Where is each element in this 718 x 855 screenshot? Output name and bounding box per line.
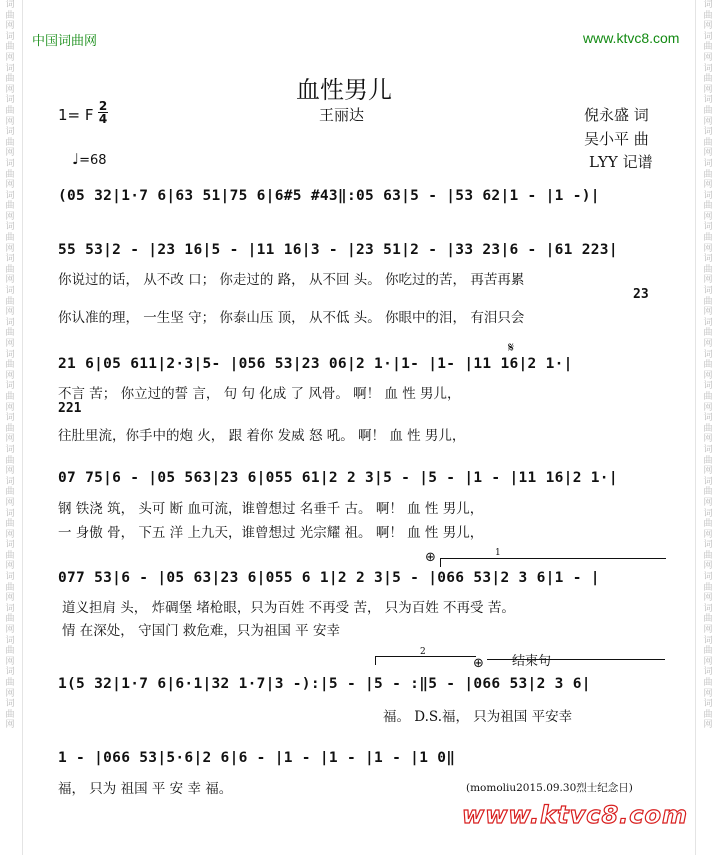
ktvc8-watermark-logo: www.ktvc8.com: [462, 801, 688, 829]
quarter-note-icon: ♩: [72, 150, 80, 168]
composer-credit: 吴小平 曲: [584, 130, 649, 148]
left-side-watermark: 词曲网词曲网词曲网词曲网词曲网词曲网词曲网词曲网词曲网词曲网词曲网词曲网词曲网词曲网词曲网词曲网词曲网词曲网词曲网词曲网词曲网词曲网词曲网: [5, 0, 15, 731]
lyric-line-4-verse-1: 钢 铁浇 筑， 头可 断 血可流，谁曾想过 名垂千 古。 啊！ 血 性 男儿，: [58, 501, 484, 517]
time-signature: [98, 100, 108, 125]
alt-notes-line-3: 221: [58, 401, 82, 416]
lyric-line-5-verse-2: 情 在深处， 守国门 救危难，只为祖国 平 安幸: [62, 623, 340, 639]
right-side-watermark: 词曲网词曲网词曲网词曲网词曲网词曲网词曲网词曲网词曲网词曲网词曲网词曲网词曲网词曲网词曲网词曲网词曲网词曲网词曲网词曲网词曲网词曲网词曲网: [703, 0, 713, 731]
lyric-line-2-verse-1: 你说过的话， 从不改 口； 你走过的 路， 从不回 头。 你吃过的苦， 再苦再累: [58, 272, 525, 288]
tempo-value: =68: [79, 153, 107, 168]
key-signature: 1= F: [58, 106, 94, 124]
site-url-link[interactable]: www.ktvc8.com: [583, 30, 680, 46]
lyric-line-7: 福， 只为 祖国 平 安 幸 福。: [58, 781, 233, 797]
score-line-1: (05 32|1·7 6|63 51|75 6|6#5 #43‖:05 63|5 - |53 62|1 - |1 -)|: [58, 188, 600, 204]
score-line-2: 55 53|2 - |23 16|5 - |11 16|3 - |23 51|2 - |33 23|6 - |61 223|: [58, 242, 618, 258]
left-border-line: [22, 0, 23, 855]
first-ending-number: 1: [495, 548, 501, 558]
ending-label: 结束句: [512, 654, 552, 669]
alt-notes-line-2: 23: [633, 287, 649, 302]
score-line-5: 077 53|6 - |05 63|23 6|055 6 1|2 2 3|5 - |066 53|2 3 6|1 - |: [58, 570, 600, 586]
second-ending-bracket: [375, 656, 476, 665]
score-line-7: 1 - |066 53|5·6|2 6|6 - |1 - |1 - |1 - |1 0‖: [58, 750, 456, 766]
footer-note: (momoliu2015.09.30烈士纪念日): [466, 782, 633, 794]
lyric-line-5-verse-1: 道义担肩 头， 炸碉堡 堵枪眼，只为百姓 不再受 苦， 只为百姓 不再受 苦。: [62, 600, 515, 616]
coda-icon-2: ⊕: [473, 656, 484, 671]
lyric-line-4-verse-2: 一 身傲 骨， 下五 洋 上九天，谁曾想过 光宗耀 祖。 啊！ 血 性 男儿，: [58, 525, 484, 541]
coda-icon: ⊕: [425, 550, 436, 565]
score-line-6: 1(5 32|1·7 6|6·1|32 1·7|3 -):|5 - |5 - :‖5 - |066 53|2 3 6|: [58, 676, 591, 692]
song-title: 血性男儿: [296, 76, 392, 104]
right-border-line: [695, 0, 696, 855]
time-sig-top: 2: [98, 99, 108, 113]
segno-icon: 𝄋: [508, 340, 515, 356]
ending-section-line: [487, 659, 665, 660]
second-ending-number: 2: [420, 647, 426, 657]
lyric-line-3-verse-2: 往肚里流，你手中的炮 火， 跟 着你 发威 怒 吼。 啊！ 血 性 男儿，: [58, 428, 466, 444]
transcriber-credit: LYY 记谱: [589, 153, 653, 171]
lyricist-credit: 倪永盛 词: [584, 106, 649, 124]
score-line-4: 07 75|6 - |05 563|23 6|055 61|2 2 3|5 - |5 - |1 - |11 16|2 1·|: [58, 470, 618, 486]
lyric-line-6: 福。 D.S.福， 只为祖国 平安幸: [383, 709, 573, 725]
first-ending-bracket: [440, 558, 666, 567]
time-sig-bottom: 4: [98, 112, 108, 126]
lyric-line-3-verse-1: 不言 苦； 你立过的誓 言， 句 句 化成 了 风骨。 啊！ 血 性 男儿，: [58, 386, 461, 402]
lyric-line-2-verse-2: 你认准的理， 一生坚 守； 你泰山压 顶， 从不低 头。 你眼中的泪， 有泪只会: [58, 310, 525, 326]
score-line-3: 21 6|05 611|2·3|5- |056 53|23 06|2 1·|1- |1- |11 16|2 1·|: [58, 356, 573, 372]
site-name-link[interactable]: 中国词曲网: [32, 34, 98, 49]
tempo-marking: [72, 150, 107, 168]
singer-name: 王丽达: [319, 106, 365, 124]
